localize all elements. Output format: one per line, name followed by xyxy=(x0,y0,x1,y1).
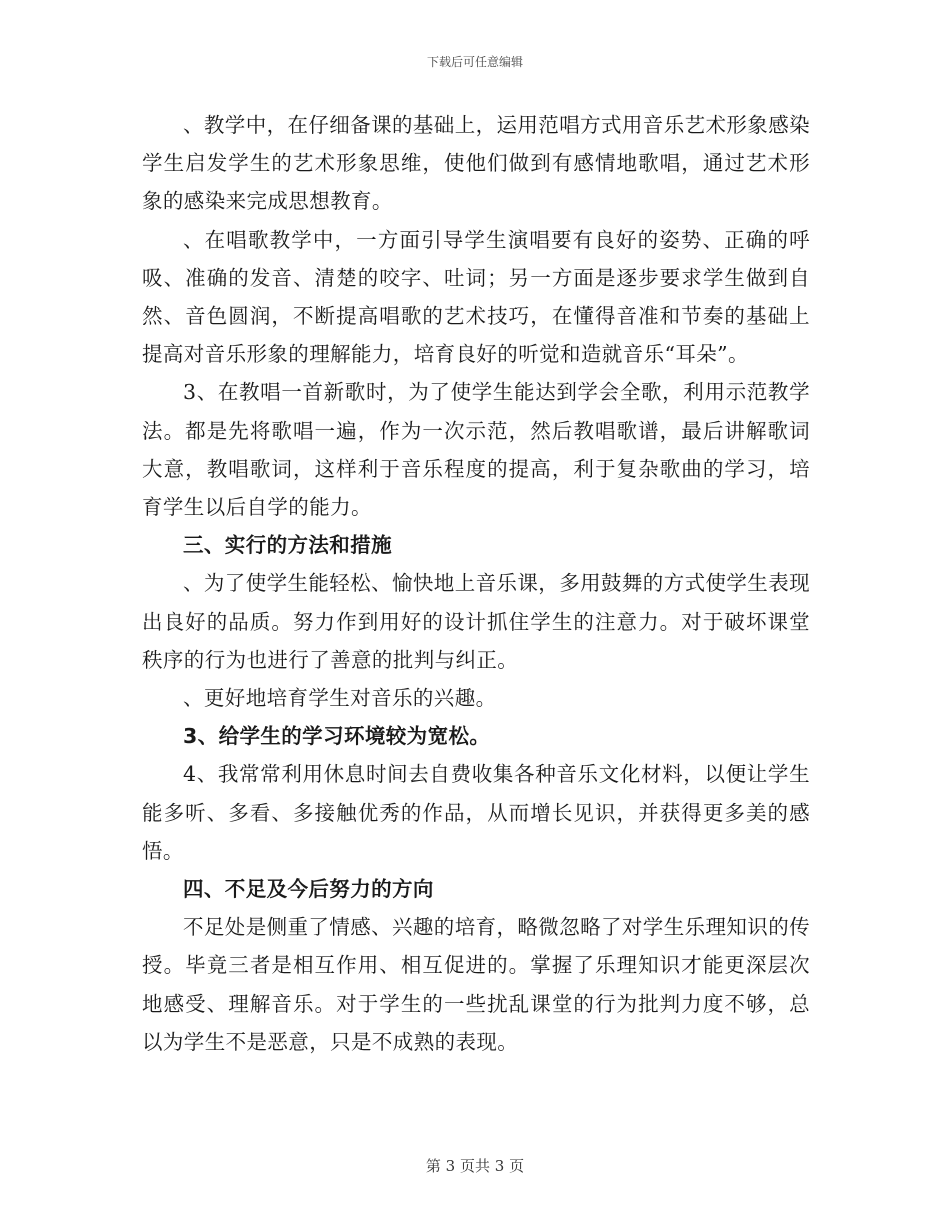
paragraph-singing-teaching: 、在唱歌教学中，一方面引导学生演唱要有良好的姿势、正确的呼吸、准确的发音、清楚的咬字、吐词；另一方面是逐步要求学生做到自然、音色圆润，不断提高唱歌的艺术技巧，在懂得音准和节奏的基础上提高对音乐形象的理解能力，培育良好的听觉和造就音乐“耳朵”。 xyxy=(142,227,810,367)
paragraph-shortcomings: 不足处是侧重了情感、兴趣的培育，略微忽略了对学生乐理知识的传授。毕竟三者是相互作用、相互促进的。掌握了乐理知识才能更深层次地感受、理解音乐。对于学生的一些扰乱课堂的行为批判力度不够，总以为学生不是恶意，只是不成熟的表现。 xyxy=(142,915,810,1054)
paragraph-learning-environment: 3、给学生的学习环境较为宽松。 xyxy=(183,724,491,749)
page-header: 下载后可任意编辑 xyxy=(426,55,523,69)
paragraph-interest: 、更好地培育学生对音乐的兴趣。 xyxy=(183,686,497,711)
document-body xyxy=(142,106,810,1061)
paragraph-relaxed-lessons: 、为了使学生能轻松、愉快地上音乐课，多用鼓舞的方式使学生表现出良好的品质。努力作到用好的设计抓住学生的注意力。对于破坏课堂秩序的行为也进行了善意的批判与纠正。 xyxy=(142,571,810,672)
paragraph-materials: 4、我常常利用休息时间去自费收集各种音乐文化材料，以便让学生能多听、多看、多接触优秀的作品，从而增长见识，并获得更多美的感悟。 xyxy=(142,762,810,863)
page-footer: 第 3 页共 3 页 xyxy=(425,1157,525,1175)
section-heading-shortcomings: 四、不足及今后努力的方向 xyxy=(183,877,434,902)
section-heading-methods: 三、实行的方法和措施 xyxy=(183,533,392,558)
paragraph-demonstration-singing: 、教学中，在仔细备课的基础上，运用范唱方式用音乐艺术形象感染学生启发学生的艺术形象思维，使他们做到有感情地歌唱，通过艺术形象的感染来完成思想教育。 xyxy=(142,113,810,214)
paragraph-new-song-teaching: 3、在教唱一首新歌时，为了使学生能达到学会全歌，利用示范教学法。都是先将歌唱一遍，作为一次示范，然后教唱歌谱，最后讲解歌词大意，教唱歌词，这样利于音乐程度的提高，利于复杂歌曲的学习，培育学生以后自学的能力。 xyxy=(142,380,810,520)
